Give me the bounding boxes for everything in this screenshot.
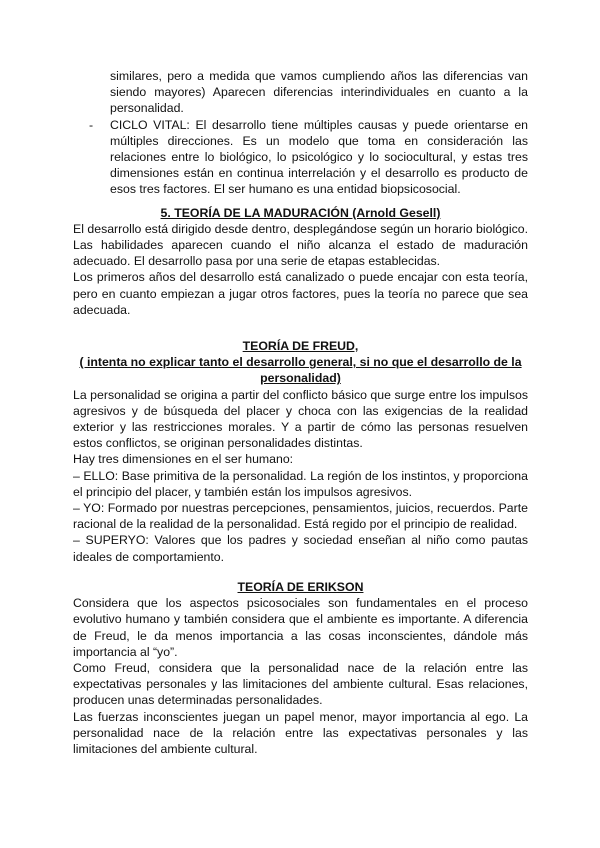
freud-paragraph-2: Hay tres dimensiones en el ser humano: bbox=[73, 452, 294, 467]
gesell-heading: 5. TEORÍA DE LA MADURACIÓN (Arnold Gesell) bbox=[160, 205, 441, 220]
freud-paragraph-1: La personalidad se origina a partir del conflicto básico que surge entre los impulsos agresivos y de búsqueda del placer y choca con las exigencias de la realidad exterior y las restricciones morales. Y a partir de cómo las personas resuelven estos conflictos, se originan personalidades distintas. bbox=[73, 387, 528, 451]
document-page bbox=[73, 68, 528, 757]
list-continuation: similares, pero a medida que vamos cumpliendo años las diferencias van siendo mayores) Aparecen diferencias interindividuales en cuanto a la personalidad. bbox=[110, 69, 528, 116]
erikson-heading: TEORÍA DE ERIKSON bbox=[237, 579, 364, 594]
freud-superyo: – SUPERYO: Valores que los padres y sociedad enseñan al niño como pautas ideales de comportamiento. bbox=[73, 533, 528, 564]
list-item-ciclo-vital bbox=[89, 117, 528, 198]
list-item-text: CICLO VITAL: El desarrollo tiene múltiples causas y puede orientarse en múltiples direcciones. Es un modelo que toma en consideración las relaciones entre lo biológico, lo psicológico y lo sociocultural, y estas tres dimensiones están en continua interrelación y el desarrollo es producto de esos tres factores. El ser humano es una entidad biopsicosocial. bbox=[110, 117, 528, 197]
freud-yo: – YO: Formado por nuestras percepciones, pensamientos, juicios, recuerdos. Parte racional de la realidad de la personalidad. Está regido por el principio de realidad. bbox=[73, 501, 528, 532]
erikson-paragraph-2: Como Freud, considera que la personalidad nace de la relación entre las expectativas personales y las limitaciones del ambiente cultural. Esas relaciones, producen unas determinadas personalidades. bbox=[73, 660, 528, 708]
gesell-paragraph-2: Los primeros años del desarrollo está canalizado o puede encajar con esta teoría, pero en cuanto empiezan a jugar otros factores, pues la teoría no parece que sea adecuada. bbox=[73, 270, 528, 317]
erikson-paragraph-1: Considera que los aspectos psicosociales son fundamentales en el proceso evolutivo humano y también considera que el ambiente es importante. A diferencia de Freud, le da menos importancia a las cosas inconscientes, dándole más importancia al “yo”. bbox=[73, 596, 528, 659]
freud-subheading: ( intenta no explicar tanto el desarrollo general, si no que el desarrollo de la personalidad) bbox=[79, 355, 522, 386]
freud-heading: TEORÍA DE FREUD, bbox=[242, 339, 359, 354]
bullet-list bbox=[89, 68, 528, 198]
freud-ello: – ELLO: Base primitiva de la personalidad. La región de los instintos, y proporciona el principio del placer, y también están los impulsos agresivos. bbox=[73, 468, 528, 499]
erikson-paragraph-3: Las fuerzas inconscientes juegan un papel menor, mayor importancia al ego. La personalidad nace de la relación entre las expectativas personales y las limitaciones del ambiente cultural. bbox=[73, 709, 528, 756]
dash-bullet: - bbox=[89, 117, 94, 132]
gesell-paragraph-1: El desarrollo está dirigido desde dentro, desplegándose según un horario biológico. Las habilidades aparecen cuando el niño alcanza el estado de maduración adecuado. El desarrollo pasa por una serie de etapas establecidas. bbox=[73, 221, 528, 269]
